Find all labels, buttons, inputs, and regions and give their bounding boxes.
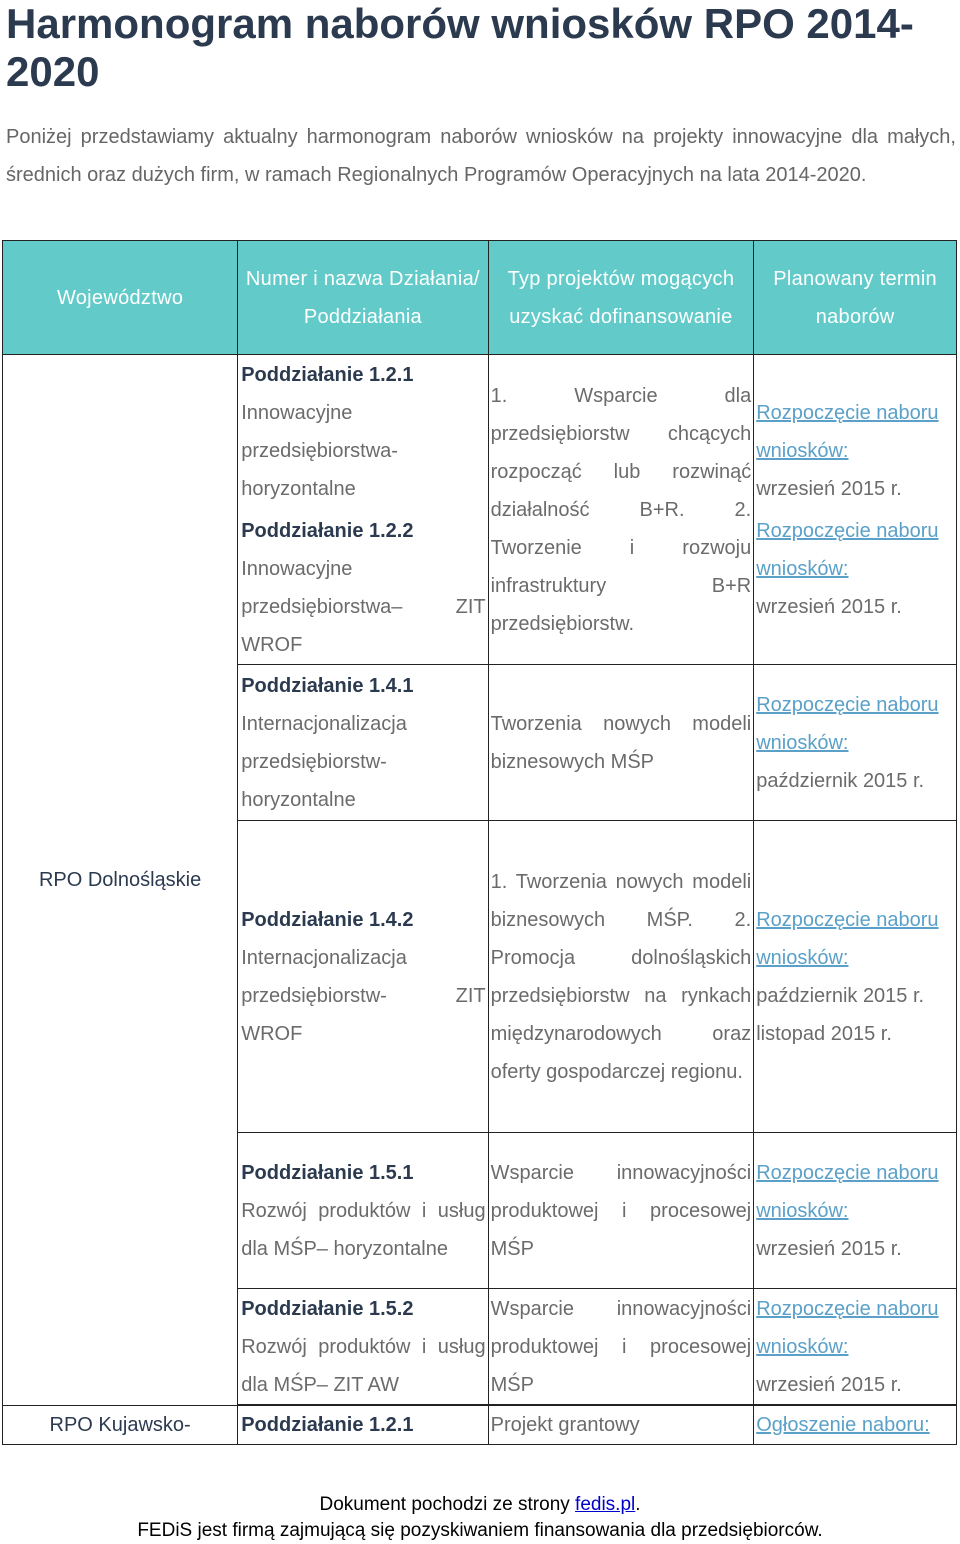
term-cell xyxy=(754,355,957,665)
project-type-cell: 1. Tworzenia nowych modeli biznesowych MŚP. 2. Promocja dolnośląskich przedsiębiorstw na rynkach międzynarodowych oraz oferty gospodarczej regionu. xyxy=(488,821,754,1133)
measure-code: Poddziałanie 1.5.1 xyxy=(241,1161,414,1184)
region-kujawsko: RPO Kujawsko- xyxy=(3,1406,238,1445)
header-project-type: Typ projektów mogących uzyskać dofinansowanie xyxy=(488,241,754,355)
source-link[interactable]: fedis.pl xyxy=(575,1494,636,1515)
term-cell xyxy=(754,821,957,1133)
footer-suffix: . xyxy=(635,1494,641,1515)
measure-code: Poddziałanie 1.4.1 xyxy=(241,674,414,697)
table-row xyxy=(3,1406,957,1445)
measure-cell xyxy=(238,1133,488,1289)
measure-cell xyxy=(238,821,488,1133)
project-type-cell: Tworzenia nowych modeli biznesowych MŚP xyxy=(488,665,754,821)
term-date: wrzesień 2015 r. xyxy=(756,1373,902,1396)
schedule-table xyxy=(2,240,957,1445)
term-date: wrzesień 2015 r. xyxy=(756,595,902,618)
header-measure: Numer i nazwa Działania/ Poddziałania xyxy=(238,241,488,355)
footer xyxy=(0,1492,960,1544)
measure-name: Rozwój produktów i usług dla MŚP– ZIT AW xyxy=(241,1335,486,1396)
measure-name: Innowacyjne przedsiębiorstwa- horyzontalne xyxy=(241,401,398,500)
term-link[interactable]: Rozpoczęcie naboru wniosków: xyxy=(756,1161,939,1222)
measure-name: Rozwój produktów i usług dla MŚP– horyzontalne xyxy=(241,1199,486,1260)
term-date: październik 2015 r. xyxy=(756,984,925,1007)
intro-paragraph: Poniżej przedstawiamy aktualny harmonogram naborów wniosków na projekty innowacyjne dla małych, średnich oraz dużych firm, w ramach Regionalnych Programów Operacyjnych na lata 2014-2020. xyxy=(6,126,956,186)
measure-name: Internacjonalizacja przedsiębiorstw- horyzontalne xyxy=(241,712,407,811)
term-cell xyxy=(754,1289,957,1405)
measure-code: Poddziałanie 1.5.2 xyxy=(241,1297,414,1320)
measure-code: Poddziałanie 1.2.1 xyxy=(241,1414,414,1436)
footer-source-line xyxy=(0,1492,960,1518)
measure-cell xyxy=(238,355,488,665)
term-date: listopad 2015 r. xyxy=(756,1022,892,1045)
header-term: Planowany termin naborów xyxy=(754,241,957,355)
term-cell xyxy=(754,665,957,821)
term-date: wrzesień 2015 r. xyxy=(756,477,902,500)
term-link[interactable]: Ogłoszenie naboru: xyxy=(756,1414,930,1436)
project-type-cell: Wsparcie innowacyjności produktowej i procesowej MŚP xyxy=(488,1133,754,1289)
term-link[interactable]: Rozpoczęcie naboru wniosków: xyxy=(756,693,939,754)
measure-code: Poddziałanie 1.2.1 xyxy=(241,363,414,386)
measure-cell xyxy=(238,1406,488,1445)
measure-code: Poddziałanie 1.2.2 xyxy=(241,519,414,542)
footer-prefix: Dokument pochodzi ze strony xyxy=(319,1494,576,1515)
term-link[interactable]: Rozpoczęcie naboru wniosków: xyxy=(756,1297,939,1358)
page-title: Harmonogram naborów wniosków RPO 2014-2020 xyxy=(6,0,914,95)
term-date: październik 2015 r. xyxy=(756,769,925,792)
term-link[interactable]: Rozpoczęcie naboru wniosków: xyxy=(756,519,939,580)
measure-cell xyxy=(238,1289,488,1405)
project-type-cell: 1. Wsparcie dla przedsiębiorstw chcących rozpocząć lub rozwinąć działalność B+R. 2. Tworzenie i rozwoju infrastruktury B+R przedsiębiorstw. xyxy=(488,355,754,665)
measure-name: Internacjonalizacja przedsiębiorstw- ZIT WROF xyxy=(241,946,486,1045)
term-link[interactable]: Rozpoczęcie naboru wniosków: xyxy=(756,908,939,969)
term-cell xyxy=(754,1406,957,1445)
measure-code: Poddziałanie 1.4.2 xyxy=(241,908,414,931)
measure-cell xyxy=(238,665,488,821)
term-cell xyxy=(754,1133,957,1289)
term-link[interactable]: Rozpoczęcie naboru wniosków: xyxy=(756,401,939,462)
table-row xyxy=(3,355,957,665)
footer-company-line: FEDiS jest firmą zajmującą się pozyskiwaniem finansowania dla przedsiębiorców. xyxy=(137,1520,823,1541)
table-header-row xyxy=(3,241,957,355)
project-type-cell: Wsparcie innowacyjności produktowej i procesowej MŚP xyxy=(488,1289,754,1405)
measure-name: Innowacyjne przedsiębiorstwa– ZIT WROF xyxy=(241,557,486,656)
header-voivodeship: Województwo xyxy=(3,241,238,355)
region-dolnoslaskie: RPO Dolnośląskie xyxy=(3,355,238,1406)
term-date: wrzesień 2015 r. xyxy=(756,1237,902,1260)
project-type-cell: Projekt grantowy xyxy=(488,1406,754,1445)
